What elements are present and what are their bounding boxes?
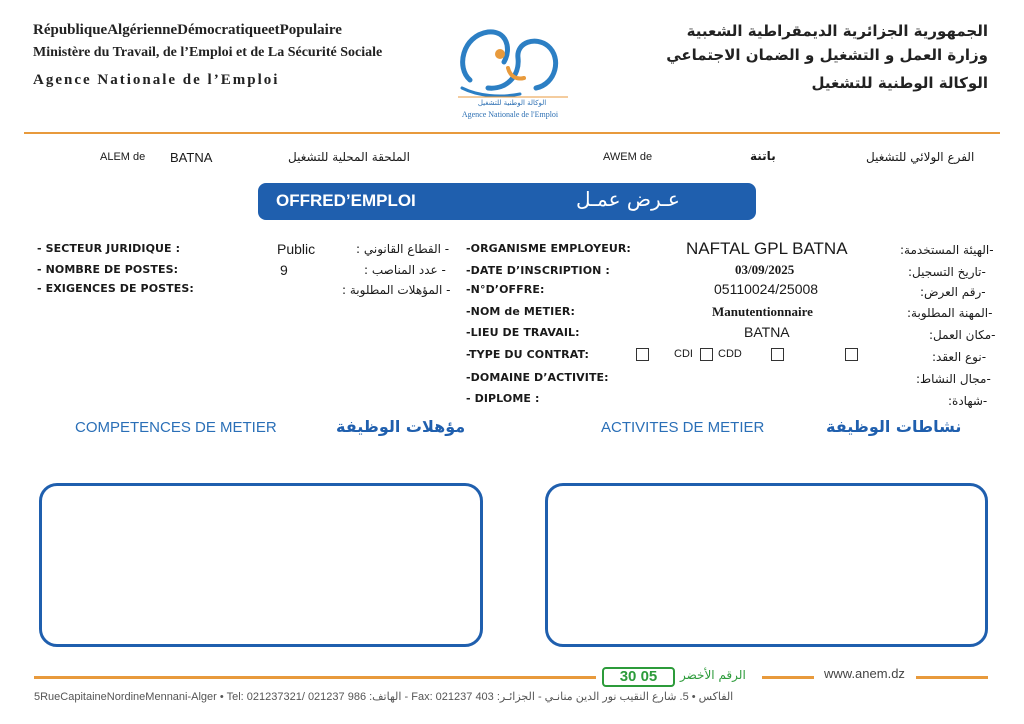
lieu-value: BATNA <box>744 324 790 340</box>
alem-value: BATNA <box>170 150 213 165</box>
competences-box[interactable] <box>39 483 483 647</box>
header-fr-republic: RépubliqueAlgérienneDémocratiqueetPopulaire <box>33 22 342 38</box>
header-fr-agency: Agence Nationale de l’Emploi <box>33 72 280 88</box>
header-fr-ministry: Ministère du Travail, de l’Emploi et de La Sécurité Sociale <box>33 45 383 60</box>
secteur-label-ar: - القطاع القانوني : <box>356 242 450 256</box>
green-number: 30 05 <box>619 668 658 685</box>
activites-heading-fr: ACTIVITES DE METIER <box>601 419 765 436</box>
contrat-cdd-label: CDD <box>718 348 742 360</box>
lieu-label: -LIEU DE TRAVAIL: <box>466 326 580 339</box>
competences-heading-fr: COMPETENCES DE METIER <box>75 419 277 436</box>
contrat-checkbox-1[interactable] <box>636 348 649 361</box>
banner-title-ar: عـرض عمـل <box>576 187 680 211</box>
awem-label-ar: الفرع الولائي للتشغيل <box>866 150 975 164</box>
offre-emploi-banner <box>258 183 756 220</box>
offre-label: -N°D’OFFRE: <box>466 283 545 296</box>
contrat-label: -TYPE DU CONTRAT: <box>466 348 589 361</box>
awem-label: AWEM de <box>603 151 653 163</box>
banner-title-fr: OFFRED’EMPLOI <box>276 191 416 210</box>
website-link[interactable]: www.anem.dz <box>824 666 905 681</box>
diplome-label: - DIPLOME : <box>466 392 540 405</box>
contrat-label-ar: -نوع العقد: <box>932 350 987 364</box>
contrat-checkbox-3[interactable] <box>771 348 784 361</box>
diplome-label-ar: -شهادة: <box>948 394 988 408</box>
lieu-label-ar: -مكان العمل: <box>929 328 996 342</box>
footer-line-left <box>34 676 596 679</box>
exigences-label-ar: - المؤهلات المطلوبة : <box>342 283 451 297</box>
alem-label: ALEM de <box>100 151 146 163</box>
postes-label-ar: - عدد المناصب : <box>364 263 446 277</box>
domaine-label-ar: -مجال النشاط: <box>916 372 991 386</box>
date-label-ar: -تاريخ التسجيل: <box>908 265 986 279</box>
secteur-value: Public <box>277 241 316 257</box>
contrat-checkbox-cdd[interactable] <box>700 348 713 361</box>
metier-label-ar: -المهنة المطلوبة: <box>907 306 993 320</box>
postes-value: 9 <box>280 262 288 278</box>
header-ar-republic: الجمهورية الجزائرية الديمقراطية الشعبية <box>686 22 988 40</box>
offre-value: 05110024/25008 <box>714 281 819 297</box>
metier-value: Manutentionnaire <box>712 304 813 319</box>
date-value: 03/09/2025 <box>735 262 795 277</box>
exigences-label: - EXIGENCES DE POSTES: <box>37 282 194 295</box>
contrat-cdi-label: CDI <box>674 348 693 360</box>
organisme-label: -ORGANISME EMPLOYEUR: <box>466 242 631 255</box>
awem-value-ar: باتنة <box>750 149 776 163</box>
offre-label-ar: -رقم العرض: <box>920 285 986 299</box>
postes-label: - NOMBRE DE POSTES: <box>37 263 179 276</box>
green-number-label-ar: الرقم الأخضر <box>680 668 746 682</box>
date-label: -DATE D’INSCRIPTION : <box>466 264 610 277</box>
footer-line-right <box>916 676 988 679</box>
logo-caption-ar: الوكالة الوطنية للتشغيل <box>477 99 547 107</box>
secteur-label: - SECTEUR JURIDIQUE : <box>37 242 181 255</box>
footer-line-mid <box>762 676 814 679</box>
footer-address: 5RueCapitaineNordineMennani-Alger • Tel: 021237321/ 021237 986 :الهاتف - Fax: 021237 403 :الفاكس • 5. شارع النقيب نور الدين منانـي - الجزائـر <box>34 691 734 703</box>
activites-heading-ar: نشاطات الوظيفة <box>826 417 962 436</box>
header-ar-ministry: وزارة العمل و التشغيل و الضمان الاجتماعي <box>666 46 988 64</box>
logo-caption-fr: Agence Nationale de l'Emploi <box>461 110 559 119</box>
activites-box[interactable] <box>545 483 988 647</box>
organisme-label-ar: -الهيئة المستخدمة: <box>900 243 994 257</box>
header-divider <box>24 132 1000 134</box>
alem-label-ar: الملحقة المحلية للتشغيل <box>288 150 410 164</box>
header-ar-agency: الوكالة الوطنية للتشغيل <box>811 74 988 92</box>
green-number-badge <box>602 667 675 687</box>
contrat-checkbox-4[interactable] <box>845 348 858 361</box>
competences-heading-ar: مؤهلات الوظيفة <box>336 417 466 436</box>
organisme-value: NAFTAL GPL BATNA <box>686 239 848 258</box>
metier-label: -NOM de METIER: <box>466 305 576 318</box>
domaine-label: -DOMAINE D’ACTIVITE: <box>466 371 609 384</box>
